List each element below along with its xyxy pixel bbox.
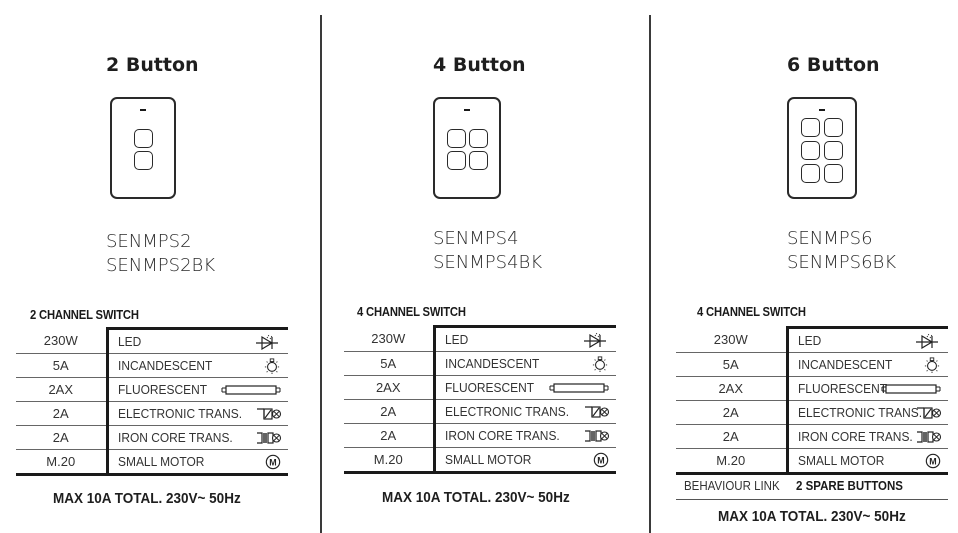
svg-text:M: M (929, 456, 937, 467)
load-ratings-table (16, 327, 288, 476)
switch-button-icon (801, 164, 820, 183)
table-row (344, 448, 616, 473)
table-row (676, 377, 948, 401)
model-number: SENMPS6 (787, 228, 873, 249)
table-row (676, 449, 948, 474)
rating-cell: 2AX (676, 377, 787, 401)
model-number: SENMPS2 (106, 231, 192, 252)
load-type: ELECTRONIC TRANS. (444, 404, 569, 419)
rating-cell: 5A (344, 352, 434, 376)
table-heading: 4 CHANNEL SWITCH (697, 305, 806, 319)
motor-icon (592, 452, 610, 468)
table-row (344, 327, 616, 352)
rating-cell: 2A (344, 424, 434, 448)
table-row (676, 328, 948, 353)
load-ratings-table (344, 325, 616, 474)
switch-button-icon (824, 141, 843, 160)
load-type: SMALL MOTOR (797, 453, 884, 468)
switch-4-button-illustration (433, 97, 501, 199)
switch-button-icon (447, 129, 466, 148)
behaviour-link-value: 2 SPARE BUTTONS (796, 479, 903, 493)
model-number: SENMPS4BK (433, 252, 543, 273)
fluorescent-tube-icon (548, 380, 610, 396)
load-type: LED (444, 332, 468, 347)
incandescent-bulb-icon (262, 358, 282, 374)
switch-6-button-illustration (787, 97, 857, 199)
switch-button-icon (801, 118, 820, 137)
load-type: LED (797, 333, 821, 348)
table-row (344, 400, 616, 424)
load-type: INCANDESCENT (797, 357, 892, 372)
switch-button-icon (824, 118, 843, 137)
panel-title: 4 Button (433, 54, 526, 76)
led-diode-icon (912, 333, 942, 349)
rating-cell: 230W (344, 327, 434, 352)
incandescent-bulb-icon (922, 357, 942, 373)
motor-icon (924, 453, 942, 469)
table-row (16, 402, 288, 426)
load-type: IRON CORE TRANS. (117, 430, 233, 445)
switch-button-icon (134, 129, 153, 148)
rating-cell: 2A (16, 426, 107, 450)
row-rule (676, 499, 948, 500)
table-row (16, 378, 288, 402)
led-indicator-icon (819, 109, 825, 111)
load-ratings-table (676, 326, 948, 475)
max-rating-footer: MAX 10A TOTAL. 230V~ 50Hz (382, 489, 570, 506)
rating-cell: 2A (676, 401, 787, 425)
table-row (16, 426, 288, 450)
load-type: IRON CORE TRANS. (797, 429, 913, 444)
svg-text:M: M (269, 457, 277, 468)
rating-cell: 230W (676, 328, 787, 353)
svg-text:M: M (597, 455, 605, 466)
panel-4-button (322, 0, 649, 533)
switch-button-icon (801, 141, 820, 160)
led-diode-icon (252, 334, 282, 350)
motor-icon (264, 454, 282, 470)
incandescent-bulb-icon (590, 356, 610, 372)
fluorescent-tube-icon (220, 382, 282, 398)
load-type: INCANDESCENT (117, 358, 212, 373)
table-heading: 2 CHANNEL SWITCH (30, 308, 139, 322)
load-type: SMALL MOTOR (117, 454, 204, 469)
load-type: IRON CORE TRANS. (444, 428, 560, 443)
led-indicator-icon (464, 109, 470, 111)
model-number: SENMPS4 (433, 228, 519, 249)
load-type: ELECTRONIC TRANS. (797, 405, 922, 420)
table-row (676, 425, 948, 449)
panel-2-button (0, 0, 320, 533)
electronic-transformer-icon (584, 404, 610, 420)
switch-button-icon (134, 151, 153, 170)
load-type: INCANDESCENT (444, 356, 539, 371)
load-type: LED (117, 334, 141, 349)
rating-cell: 2A (344, 400, 434, 424)
rating-cell: M.20 (676, 449, 787, 474)
rating-cell: 2AX (344, 376, 434, 400)
switch-button-icon (824, 164, 843, 183)
behaviour-link-label: BEHAVIOUR LINK (684, 479, 780, 493)
panel-6-button (651, 0, 958, 533)
switch-2-button-illustration (110, 97, 176, 199)
panel-title: 2 Button (106, 54, 199, 76)
iron-core-transformer-icon (584, 428, 610, 444)
load-type: FLUORESCENT (797, 381, 887, 396)
led-diode-icon (580, 332, 610, 348)
table-heading: 4 CHANNEL SWITCH (357, 305, 466, 319)
electronic-transformer-icon (916, 405, 942, 421)
rating-cell: M.20 (344, 448, 434, 473)
model-number: SENMPS2BK (106, 255, 216, 276)
rating-cell: 2AX (16, 378, 107, 402)
load-type: SMALL MOTOR (444, 452, 531, 467)
max-rating-footer: MAX 10A TOTAL. 230V~ 50Hz (53, 490, 241, 507)
table-row (344, 352, 616, 376)
fluorescent-tube-icon (880, 381, 942, 397)
rating-cell: 5A (676, 353, 787, 377)
table-row (676, 401, 948, 425)
max-rating-footer: MAX 10A TOTAL. 230V~ 50Hz (718, 508, 906, 525)
rating-cell: 2A (16, 402, 107, 426)
iron-core-transformer-icon (256, 430, 282, 446)
load-type: FLUORESCENT (117, 382, 207, 397)
table-row (676, 353, 948, 377)
model-number: SENMPS6BK (787, 252, 897, 273)
table-row (16, 450, 288, 475)
rating-cell: 2A (676, 425, 787, 449)
rating-cell: 230W (16, 329, 107, 354)
panel-title: 6 Button (787, 54, 880, 76)
switch-button-icon (447, 151, 466, 170)
rating-cell: M.20 (16, 450, 107, 475)
switch-button-icon (469, 151, 488, 170)
load-type: ELECTRONIC TRANS. (117, 406, 242, 421)
iron-core-transformer-icon (916, 429, 942, 445)
rating-cell: 5A (16, 354, 107, 378)
load-type: FLUORESCENT (444, 380, 534, 395)
table-row (16, 354, 288, 378)
table-row (344, 376, 616, 400)
led-indicator-icon (140, 109, 146, 111)
electronic-transformer-icon (256, 406, 282, 422)
table-row (344, 424, 616, 448)
table-row (16, 329, 288, 354)
switch-button-icon (469, 129, 488, 148)
